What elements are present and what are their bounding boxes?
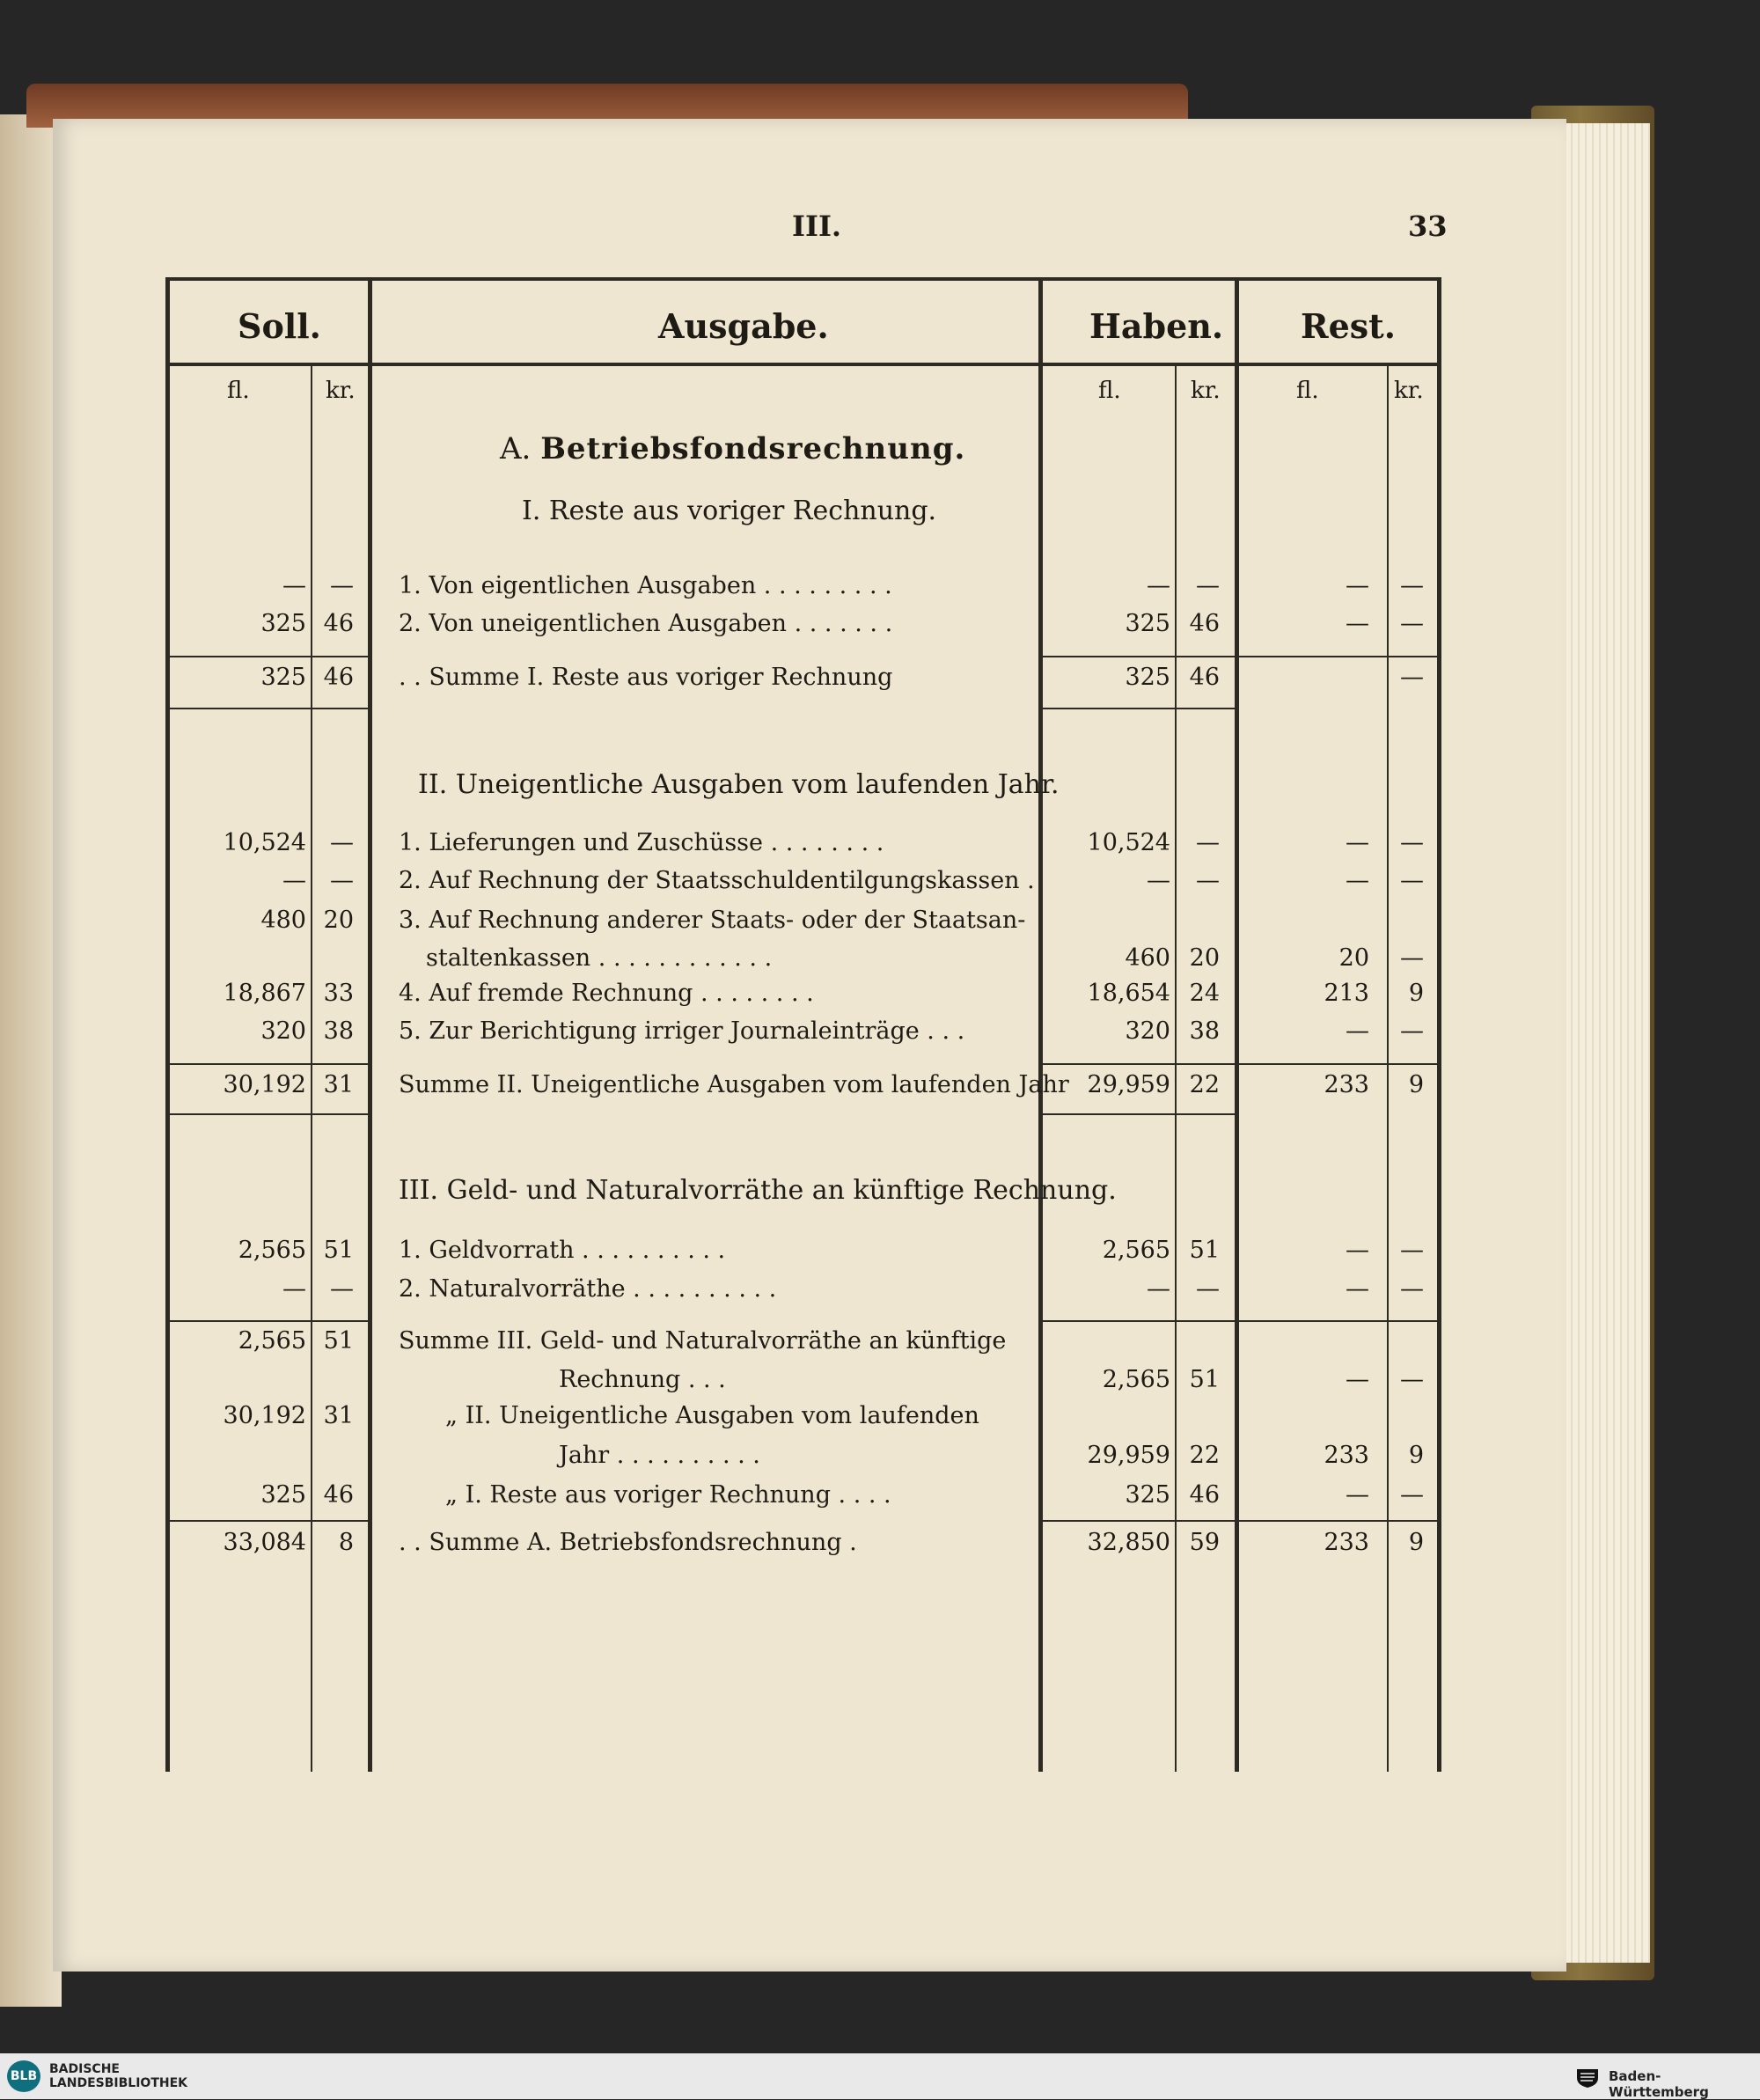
rest-kr-cell: — (1400, 1481, 1424, 1509)
soll-fl-cell: 30,192 (223, 1402, 306, 1429)
col-head-rest: Rest. (1301, 306, 1396, 346)
soll-kr-cell: 31 (323, 1402, 354, 1429)
rest-fl-cell: — (1346, 1237, 1369, 1264)
table-right-border (1437, 277, 1441, 1772)
soll-kr-cell: — (330, 867, 354, 894)
soll-fl-cell: 320 (260, 1017, 306, 1045)
rest-fl-cell: — (1346, 867, 1369, 894)
rest-kr-cell: — (1400, 829, 1424, 856)
description-cell: 3. Auf Rechnung anderer Staats- oder der Staatsan- (399, 907, 1026, 934)
haben-fl-cell: 325 (1125, 1481, 1170, 1509)
section-subtitle: I. Reste aus voriger Rechnung. (522, 496, 937, 526)
soll-kr-cell: 31 (323, 1071, 354, 1098)
haben-fl-cell: 2,565 (1102, 1366, 1170, 1393)
soll-fl-cell: 33,084 (223, 1529, 306, 1556)
footer-bar (0, 2053, 1760, 2099)
haben-kr-cell: 24 (1189, 980, 1220, 1007)
rest-fl-cell: — (1346, 1366, 1369, 1393)
soll-kr-cell: 51 (323, 1237, 354, 1264)
rule (1038, 708, 1235, 709)
section-subtitle: III. Geld- und Naturalvorräthe an künftige Rechnung. (399, 1175, 1117, 1206)
rule (165, 1320, 368, 1322)
rest-fl-cell: 20 (1338, 944, 1369, 972)
description-cell: Summe II. Uneigentliche Ausgaben vom laufenden Jahr (399, 1071, 1069, 1098)
library-name-line2: LANDESBIBLIOTHEK (49, 2076, 188, 2091)
rule (1038, 1520, 1437, 1522)
section-heading: III. (792, 209, 842, 243)
haben-fl-cell: 325 (1125, 664, 1170, 691)
soll-kr-cell: — (330, 829, 354, 856)
state-name[interactable]: Baden-Württemberg (1609, 2068, 1709, 2100)
soll-kr-cell: 33 (323, 980, 354, 1007)
description-cell-cont: Rechnung . . . (559, 1366, 726, 1393)
description-cell: „ I. Reste aus voriger Rechnung . . . . (445, 1481, 891, 1509)
description-cell: . . Summe A. Betriebsfondsrechnung . (399, 1529, 857, 1556)
soll-kr-cell: 38 (323, 1017, 354, 1045)
soll-kr-cell: 46 (323, 664, 354, 691)
col-divider-soll-kr (311, 365, 312, 1772)
rest-fl-cell: — (1346, 1481, 1369, 1509)
haben-kr-cell: 38 (1189, 1017, 1220, 1045)
soll-fl-cell: 325 (260, 664, 306, 691)
description-cell: 2. Auf Rechnung der Staatsschuldentilgungskassen . (399, 867, 1035, 894)
unit-fl: fl. (1296, 378, 1319, 404)
soll-fl-cell: — (282, 1275, 306, 1303)
haben-kr-cell: 46 (1189, 664, 1220, 691)
haben-fl-cell: 10,524 (1087, 829, 1170, 856)
rest-fl-cell: — (1346, 572, 1369, 599)
col-divider-rest (1235, 277, 1239, 1772)
section-a-name: Betriebsfondsrechnung. (540, 431, 966, 466)
haben-kr-cell: 22 (1189, 1442, 1220, 1469)
haben-fl-cell: 29,959 (1087, 1071, 1170, 1098)
rest-kr-cell: — (1400, 610, 1424, 637)
rest-kr-cell: — (1400, 1275, 1424, 1303)
haben-kr-cell: — (1196, 1275, 1220, 1303)
soll-fl-cell: — (282, 572, 306, 599)
soll-fl-cell: 18,867 (223, 980, 306, 1007)
description-cell-cont: Jahr . . . . . . . . . . (559, 1442, 760, 1469)
col-divider-haben (1038, 277, 1043, 1772)
soll-kr-cell: 46 (323, 1481, 354, 1509)
haben-fl-cell: 32,850 (1087, 1529, 1170, 1556)
header-rule (165, 363, 1441, 366)
description-cell: 2. Naturalvorräthe . . . . . . . . . . (399, 1275, 777, 1303)
page-number: 33 (1408, 209, 1448, 243)
haben-kr-cell: — (1196, 572, 1220, 599)
description-cell-cont: staltenkassen . . . . . . . . . . . . (426, 944, 773, 972)
soll-kr-cell: — (330, 1275, 354, 1303)
ledger-table (165, 277, 1441, 1772)
description-cell: 1. Geldvorrath . . . . . . . . . . (399, 1237, 726, 1264)
haben-fl-cell: 29,959 (1087, 1442, 1170, 1469)
soll-kr-cell: 20 (323, 907, 354, 934)
rest-kr-cell: — (1400, 867, 1424, 894)
rest-kr-cell: — (1400, 1237, 1424, 1264)
rule (1038, 1113, 1235, 1115)
col-divider-rest-kr (1387, 365, 1389, 1772)
blb-logo[interactable]: BLB (7, 2060, 40, 2092)
col-divider-soll (368, 277, 372, 1772)
rule (1038, 656, 1437, 657)
soll-kr-cell: — (330, 572, 354, 599)
rest-fl-cell: 233 (1324, 1529, 1369, 1556)
rest-kr-cell: — (1400, 664, 1424, 691)
soll-fl-cell: — (282, 867, 306, 894)
soll-fl-cell: 2,565 (238, 1327, 306, 1355)
state-crest-icon (1575, 2066, 1600, 2089)
soll-fl-cell: 2,565 (238, 1237, 306, 1264)
library-name-line1: BADISCHE (49, 2062, 120, 2076)
haben-fl-cell: — (1147, 572, 1170, 599)
rule (1038, 1063, 1437, 1065)
rest-kr-cell: 9 (1408, 1529, 1424, 1556)
table-top-border (165, 277, 1441, 281)
soll-kr-cell: 8 (338, 1529, 354, 1556)
unit-kr: kr. (1394, 378, 1424, 404)
section-a-letter: A. (500, 431, 532, 466)
soll-fl-cell: 325 (260, 1481, 306, 1509)
soll-kr-cell: 46 (323, 610, 354, 637)
description-cell: 1. Lieferungen und Zuschüsse . . . . . . . . (399, 829, 884, 856)
haben-kr-cell: — (1196, 867, 1220, 894)
rule (165, 656, 368, 657)
description-cell: Summe III. Geld- und Naturalvorräthe an künftige (399, 1327, 1007, 1355)
haben-kr-cell: 20 (1189, 944, 1220, 972)
haben-kr-cell: — (1196, 829, 1220, 856)
col-head-haben: Haben. (1089, 306, 1224, 346)
rule (1038, 1320, 1437, 1322)
haben-kr-cell: 46 (1189, 610, 1220, 637)
description-cell: . . Summe I. Reste aus voriger Rechnung (399, 664, 893, 691)
library-name (49, 2062, 187, 2090)
rule (165, 1063, 368, 1065)
rest-kr-cell: — (1400, 572, 1424, 599)
haben-fl-cell: 18,654 (1087, 980, 1170, 1007)
rest-kr-cell: — (1400, 1366, 1424, 1393)
soll-fl-cell: 30,192 (223, 1071, 306, 1098)
haben-kr-cell: 46 (1189, 1481, 1220, 1509)
haben-fl-cell: 460 (1125, 944, 1170, 972)
soll-kr-cell: 51 (323, 1327, 354, 1355)
haben-kr-cell: 59 (1189, 1529, 1220, 1556)
unit-kr: kr. (1191, 378, 1221, 404)
rest-fl-cell: — (1346, 829, 1369, 856)
unit-kr: kr. (326, 378, 356, 404)
haben-fl-cell: — (1147, 1275, 1170, 1303)
rule (165, 1520, 368, 1522)
unit-fl: fl. (227, 378, 250, 404)
rest-fl-cell: 233 (1324, 1442, 1369, 1469)
description-cell: 1. Von eigentlichen Ausgaben . . . . . . . . . (399, 572, 892, 599)
haben-fl-cell: — (1147, 867, 1170, 894)
description-cell: 5. Zur Berichtigung irriger Journaleinträge . . . (399, 1017, 965, 1045)
description-cell: „ II. Uneigentliche Ausgaben vom laufenden (445, 1402, 979, 1429)
rule (165, 708, 368, 709)
rest-fl-cell: — (1346, 1275, 1369, 1303)
rest-fl-cell: — (1346, 610, 1369, 637)
soll-fl-cell: 325 (260, 610, 306, 637)
rest-kr-cell: 9 (1408, 1442, 1424, 1469)
soll-fl-cell: 10,524 (223, 829, 306, 856)
table-left-border (165, 277, 170, 1772)
haben-kr-cell: 22 (1189, 1071, 1220, 1098)
rule (165, 1113, 368, 1115)
soll-fl-cell: 480 (260, 907, 306, 934)
section-subtitle: II. Uneigentliche Ausgaben vom laufenden Jahr. (418, 769, 1060, 800)
description-cell: 2. Von uneigentlichen Ausgaben . . . . . . . (399, 610, 893, 637)
section-a-title (500, 431, 966, 466)
col-head-soll: Soll. (238, 306, 321, 346)
rest-kr-cell: — (1400, 944, 1424, 972)
unit-fl: fl. (1098, 378, 1121, 404)
col-head-ausgabe: Ausgabe. (658, 306, 829, 346)
haben-fl-cell: 325 (1125, 610, 1170, 637)
rest-fl-cell: — (1346, 1017, 1369, 1045)
rest-kr-cell: 9 (1408, 1071, 1424, 1098)
haben-fl-cell: 320 (1125, 1017, 1170, 1045)
haben-fl-cell: 2,565 (1102, 1237, 1170, 1264)
rest-fl-cell: 213 (1324, 980, 1369, 1007)
rest-kr-cell: 9 (1408, 980, 1424, 1007)
col-divider-haben-kr (1175, 365, 1177, 1772)
description-cell: 4. Auf fremde Rechnung . . . . . . . . (399, 980, 814, 1007)
haben-kr-cell: 51 (1189, 1366, 1220, 1393)
haben-kr-cell: 51 (1189, 1237, 1220, 1264)
rest-fl-cell: 233 (1324, 1071, 1369, 1098)
rest-kr-cell: — (1400, 1017, 1424, 1045)
